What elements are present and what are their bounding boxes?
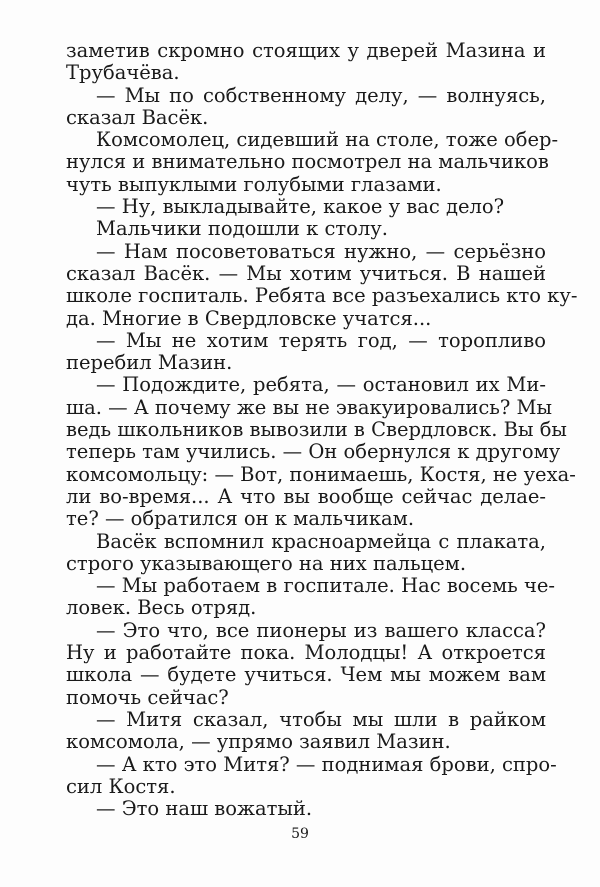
text-line: — Ну, выкладывайте, какое у вас дело? (96, 195, 505, 219)
text-line: комсомола, — упрямо заявил Мазин. (66, 730, 451, 754)
text-line: Комсомолец, сидевший на столе, тоже обер- (96, 128, 559, 152)
text-line: комсомольцу: — Вот, понимаешь, Костя, не уеха- (66, 462, 576, 486)
text-line: — Это что, все пионеры из вашего класса? (96, 618, 546, 642)
text-line: — Это наш вожатый. (96, 797, 313, 821)
text-line: сил Костя. (66, 774, 176, 798)
text-line: Ну и работайте пока. Молодцы! А откроется (66, 641, 546, 665)
text-line: сказал Васёк. — Мы хотим учиться. В нашей (66, 261, 546, 285)
text-line: — Мы по собственному делу, — волнуясь, (96, 83, 546, 107)
text-line: Трубачёва. (66, 61, 180, 85)
text-line: чуть выпуклыми голубыми глазами. (66, 172, 442, 196)
body-text (66, 39, 578, 821)
text-line: — Митя сказал, чтобы мы шли в райком (96, 707, 546, 731)
text-line: Мальчики подошли к столу. (96, 217, 388, 241)
text-line: да. Многие в Свердловске учатся... (66, 306, 432, 330)
text-line: помочь сейчас? (66, 685, 229, 709)
text-line: — Мы не хотим терять год, — торопливо (96, 328, 546, 352)
text-line: ли во-время... А что вы вообще сейчас делае- (66, 484, 546, 508)
page-number: 59 (291, 826, 309, 842)
text-line: — А кто это Митя? — поднимая брови, спро- (96, 752, 557, 776)
text-line: перебил Мазин. (66, 351, 233, 375)
text-line: — Мы работаем в госпитале. Нас восемь че- (96, 574, 556, 598)
text-line: ша. — А почему же вы не эвакуировались? Мы (66, 395, 553, 419)
text-line: ведь школьников вывозили в Свердловск. Вы бы (66, 418, 567, 442)
text-line: сказал Васёк. (66, 105, 209, 129)
text-line: ловек. Весь отряд. (66, 596, 257, 620)
text-line: школе госпиталь. Ребята все разъехались кто ку- (66, 284, 578, 308)
text-line: школа — будете учиться. Чем мы можем вам (66, 663, 546, 687)
text-line: — Нам посоветоваться нужно, — серьёзно (96, 239, 546, 263)
text-line: строго указывающего на них пальцем. (66, 551, 467, 575)
text-line: нулся и внимательно посмотрел на мальчиков (66, 150, 549, 174)
text-line: заметив скромно стоящих у дверей Мазина и (66, 39, 546, 62)
text-line: Васёк вспомнил красноармейца с плаката, (96, 529, 546, 553)
text-line: — Подождите, ребята, — остановил их Ми- (96, 373, 546, 397)
text-line: теперь там учились. — Он обернулся к другому (66, 440, 561, 464)
text-line: те? — обратился он к мальчикам. (66, 507, 415, 531)
